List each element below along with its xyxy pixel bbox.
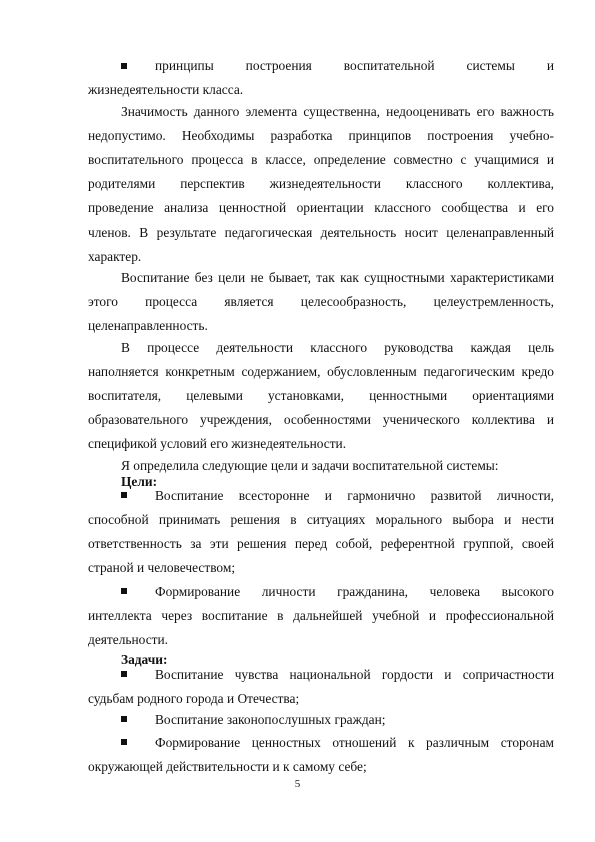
- paragraph-line: страной и человечеством;: [88, 560, 236, 575]
- bullet-marker: [121, 588, 127, 594]
- bullet-marker: [121, 716, 127, 722]
- paragraph-line: Воспитание законопослушных граждан;: [155, 712, 386, 727]
- paragraph-line: окружающей действительности и к самому себе;: [88, 759, 367, 774]
- paragraph-line: воспитателя, целевыми установками, ценностными ориентациями: [88, 388, 554, 403]
- paragraph-line: воспитательного процесса в классе, определение совместно с учащимися и: [88, 152, 554, 167]
- section-heading-goals: Цели:: [121, 474, 158, 489]
- paragraph-line: способной принимать решения в ситуациях морального выбора и нести: [88, 512, 554, 527]
- paragraph-line: интеллекта через воспитание в дальнейшей учебной и профессиональной: [88, 608, 554, 623]
- paragraph-line: жизнедеятельности класса.: [88, 82, 244, 97]
- bullet-marker: [121, 671, 127, 677]
- bullet-marker: [121, 63, 127, 69]
- paragraph-line: деятельности.: [88, 632, 169, 647]
- paragraph-line: ответственность за эти решения перед собой, референтной группой, своей: [88, 536, 554, 551]
- page-number: 5: [294, 778, 301, 790]
- section-heading-tasks: Задачи:: [121, 652, 168, 667]
- paragraph-line: образовательного учреждения, особенностями ученического коллектива и: [88, 412, 554, 427]
- paragraph-line: недопустимо. Необходимы разработка принципов построения учебно-: [88, 128, 554, 143]
- paragraph-line: Я определила следующие цели и задачи воспитательной системы:: [121, 458, 499, 473]
- bullet-marker: [121, 492, 127, 498]
- paragraph-line: этого процесса является целесообразность, целеустремленность,: [88, 294, 554, 309]
- paragraph-line: целенаправленность.: [88, 318, 208, 333]
- paragraph-line: наполняется конкретным содержанием, обусловленным педагогическим кредо: [88, 364, 554, 379]
- paragraph-line: Формирование ценностных отношений к различным сторонам: [155, 735, 554, 750]
- paragraph-line: Формирование личности гражданина, человека высокого: [155, 584, 554, 599]
- paragraph-line: спецификой условий его жизнедеятельности.: [88, 436, 347, 451]
- paragraph-line: членов. В результате педагогическая деятельность носит целенаправленный: [88, 225, 554, 240]
- paragraph-line: характер.: [88, 249, 142, 264]
- paragraph-line: принципы построения воспитательной системы и: [155, 58, 554, 73]
- paragraph-line: Воспитание чувства национальной гордости и сопричастности: [155, 667, 554, 682]
- paragraph-line: судьбам родного города и Отечества;: [88, 691, 300, 706]
- paragraph-line: Воспитание всесторонне и гармонично развитой личности,: [155, 488, 554, 503]
- paragraph-line: родителями перспектив жизнедеятельности классного коллектива,: [88, 176, 554, 191]
- paragraph-line: Воспитание без цели не бывает, так как сущностными характеристиками: [121, 270, 554, 285]
- paragraph-line: В процессе деятельности классного руководства каждая цель: [121, 340, 554, 355]
- bullet-marker: [121, 739, 127, 745]
- paragraph-line: Значимость данного элемента существенна, недооценивать его важность: [121, 104, 554, 119]
- paragraph-line: проведение анализа ценностной ориентации классного сообщества и его: [88, 200, 554, 215]
